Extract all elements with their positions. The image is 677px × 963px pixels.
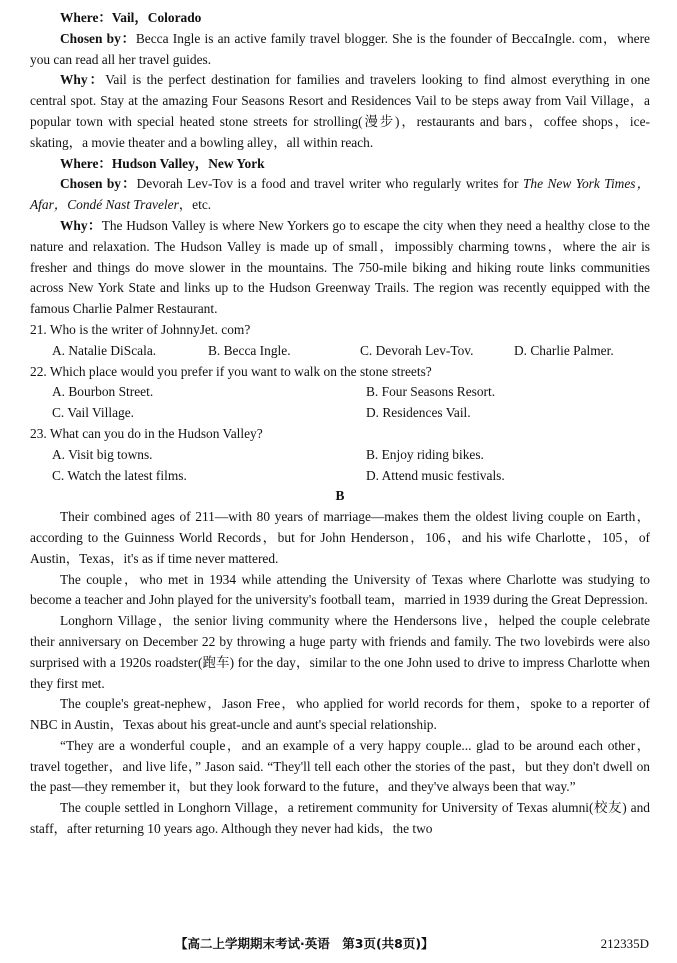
why-paragraph [30,216,650,320]
article-paragraph: “They are a wonderful couple，and an example of a very happy couple... glad to be around each other，travel together，and live life，” Jason said. “They'll tell each other the stories of the past，but they don't dwell on the past—they remember it，but they look forward to the future，and they've always been that way.” [30,737,650,795]
chosen-text: Devorah Lev-Tov is a food and travel writer who regularly writes for [136,176,523,192]
option-d[interactable]: D. Charlie Palmer. [514,342,614,358]
options-row [30,466,650,487]
option-a[interactable]: A. Visit big towns. [52,446,153,462]
where-label: Where： [60,155,112,171]
option-b[interactable]: B. Becca Ingle. [208,342,291,358]
why-label: Why： [60,217,102,233]
chosen-text: Becca Ingle is an active family travel blogger. She is the founder of BeccaIngle. com，where you can read all her travel guides. [30,30,650,67]
where-line [30,154,650,175]
option-c[interactable]: C. Watch the latest films. [52,467,187,483]
options-row [30,403,650,424]
option-b[interactable]: B. Four Seasons Resort. [366,384,496,400]
option-d[interactable]: D. Residences Vail. [366,405,471,421]
option-c[interactable]: C. Vail Village. [52,405,135,421]
where-value: Hudson Valley，New York [111,155,265,171]
why-text: The Hudson Valley is where New Yorkers go to escape the city when they need a healthy close to the nature and relaxation. The Hudson Valley is made up of small，impossibly charming towns，where the air is fresher and things do move slower in the mountains. The 750-mile biking and hiking route links communities across New York State and links up to the Hudson Greenway Trails. The region was recently equipped with the famous Charlie Palmer Restaurant. [30,217,650,317]
question-stem: 23. What can you do in the Hudson Valley? [30,425,263,441]
question-stem: 21. Who is the writer of JohnnyJet. com? [30,321,251,337]
section-heading: B [335,488,345,504]
where-line [30,8,650,29]
where-value: Vail，Colorado [111,10,202,25]
options-row [30,445,650,466]
option-b[interactable]: B. Enjoy riding bikes. [366,446,484,462]
article-paragraph: Their combined ages of 211—with 80 years of marriage—makes them the oldest living couple on Earth，according to the Guinness World Records，but for John Henderson，106，and his wife Charlotte，105，of Austin，Texas，it's as if time never mattered. [30,509,650,566]
option-a[interactable]: A. Natalie DiScala. [52,342,157,358]
footer-code: 212335D [600,936,649,951]
options-row [30,341,650,362]
article-paragraph: The couple's great-nephew，Jason Free，who applied for world records for them，spoke to a reporter of NBC in Austin，Texas about his great-uncle and aunt's special relationship. [30,696,650,733]
question-stem: 22. Which place would you prefer if you want to walk on the stone streets? [30,363,432,379]
option-d[interactable]: D. Attend music festivals. [366,467,505,483]
footer-exam-info: 【高二上学期期末考试·英语 第3页(共8页)】 [175,936,434,951]
option-a[interactable]: A. Bourbon Street. [52,384,154,400]
chosen-label: Chosen by： [60,176,137,192]
options-row [30,382,650,403]
chosen-label: Chosen by： [60,30,136,46]
chosen-text-end: ，etc. [178,197,212,213]
why-text: Vail is the perfect destination for families and travelers looking to find almost everything in one central spot. Stay at the amazing Four Seasons Resort and Residences Vail to be steps away from Vail Village，a popular town with special heated stone streets for strolling(漫步)，restaurants and bars，coffee shops，ice-skating，a movie theater and a bowling alley，all within reach. [30,72,650,150]
where-label: Where： [60,10,112,25]
article-paragraph: The couple settled in Longhorn Village，a retirement community for University of Texas alumni(校友) and staff，after returning 10 years ago. Although they never had kids，the two [30,800,650,837]
why-label: Why： [60,72,106,88]
article-paragraph: The couple，who met in 1934 while attending the University of Texas where Charlotte was studying to become a teacher and John played for the university's football team，married in 1939 during the Great Depression. [30,571,650,608]
publication-names: The New York Times，Afar，Condé Nast Traveler [30,176,651,213]
chosen-paragraph [30,174,650,216]
chosen-paragraph [30,29,650,71]
option-c[interactable]: C. Devorah Lev-Tov. [360,342,474,358]
article-paragraph: Longhorn Village，the senior living community where the Hendersons live，helped the couple celebrate their anniversary on December 22 by throwing a huge party with friends and family. The two lovebirds were also surprised with a 1920s roadster(跑车) for the day，similar to the one John used to drive to impress Charlotte when they first met. [30,613,650,691]
why-paragraph [30,70,650,153]
